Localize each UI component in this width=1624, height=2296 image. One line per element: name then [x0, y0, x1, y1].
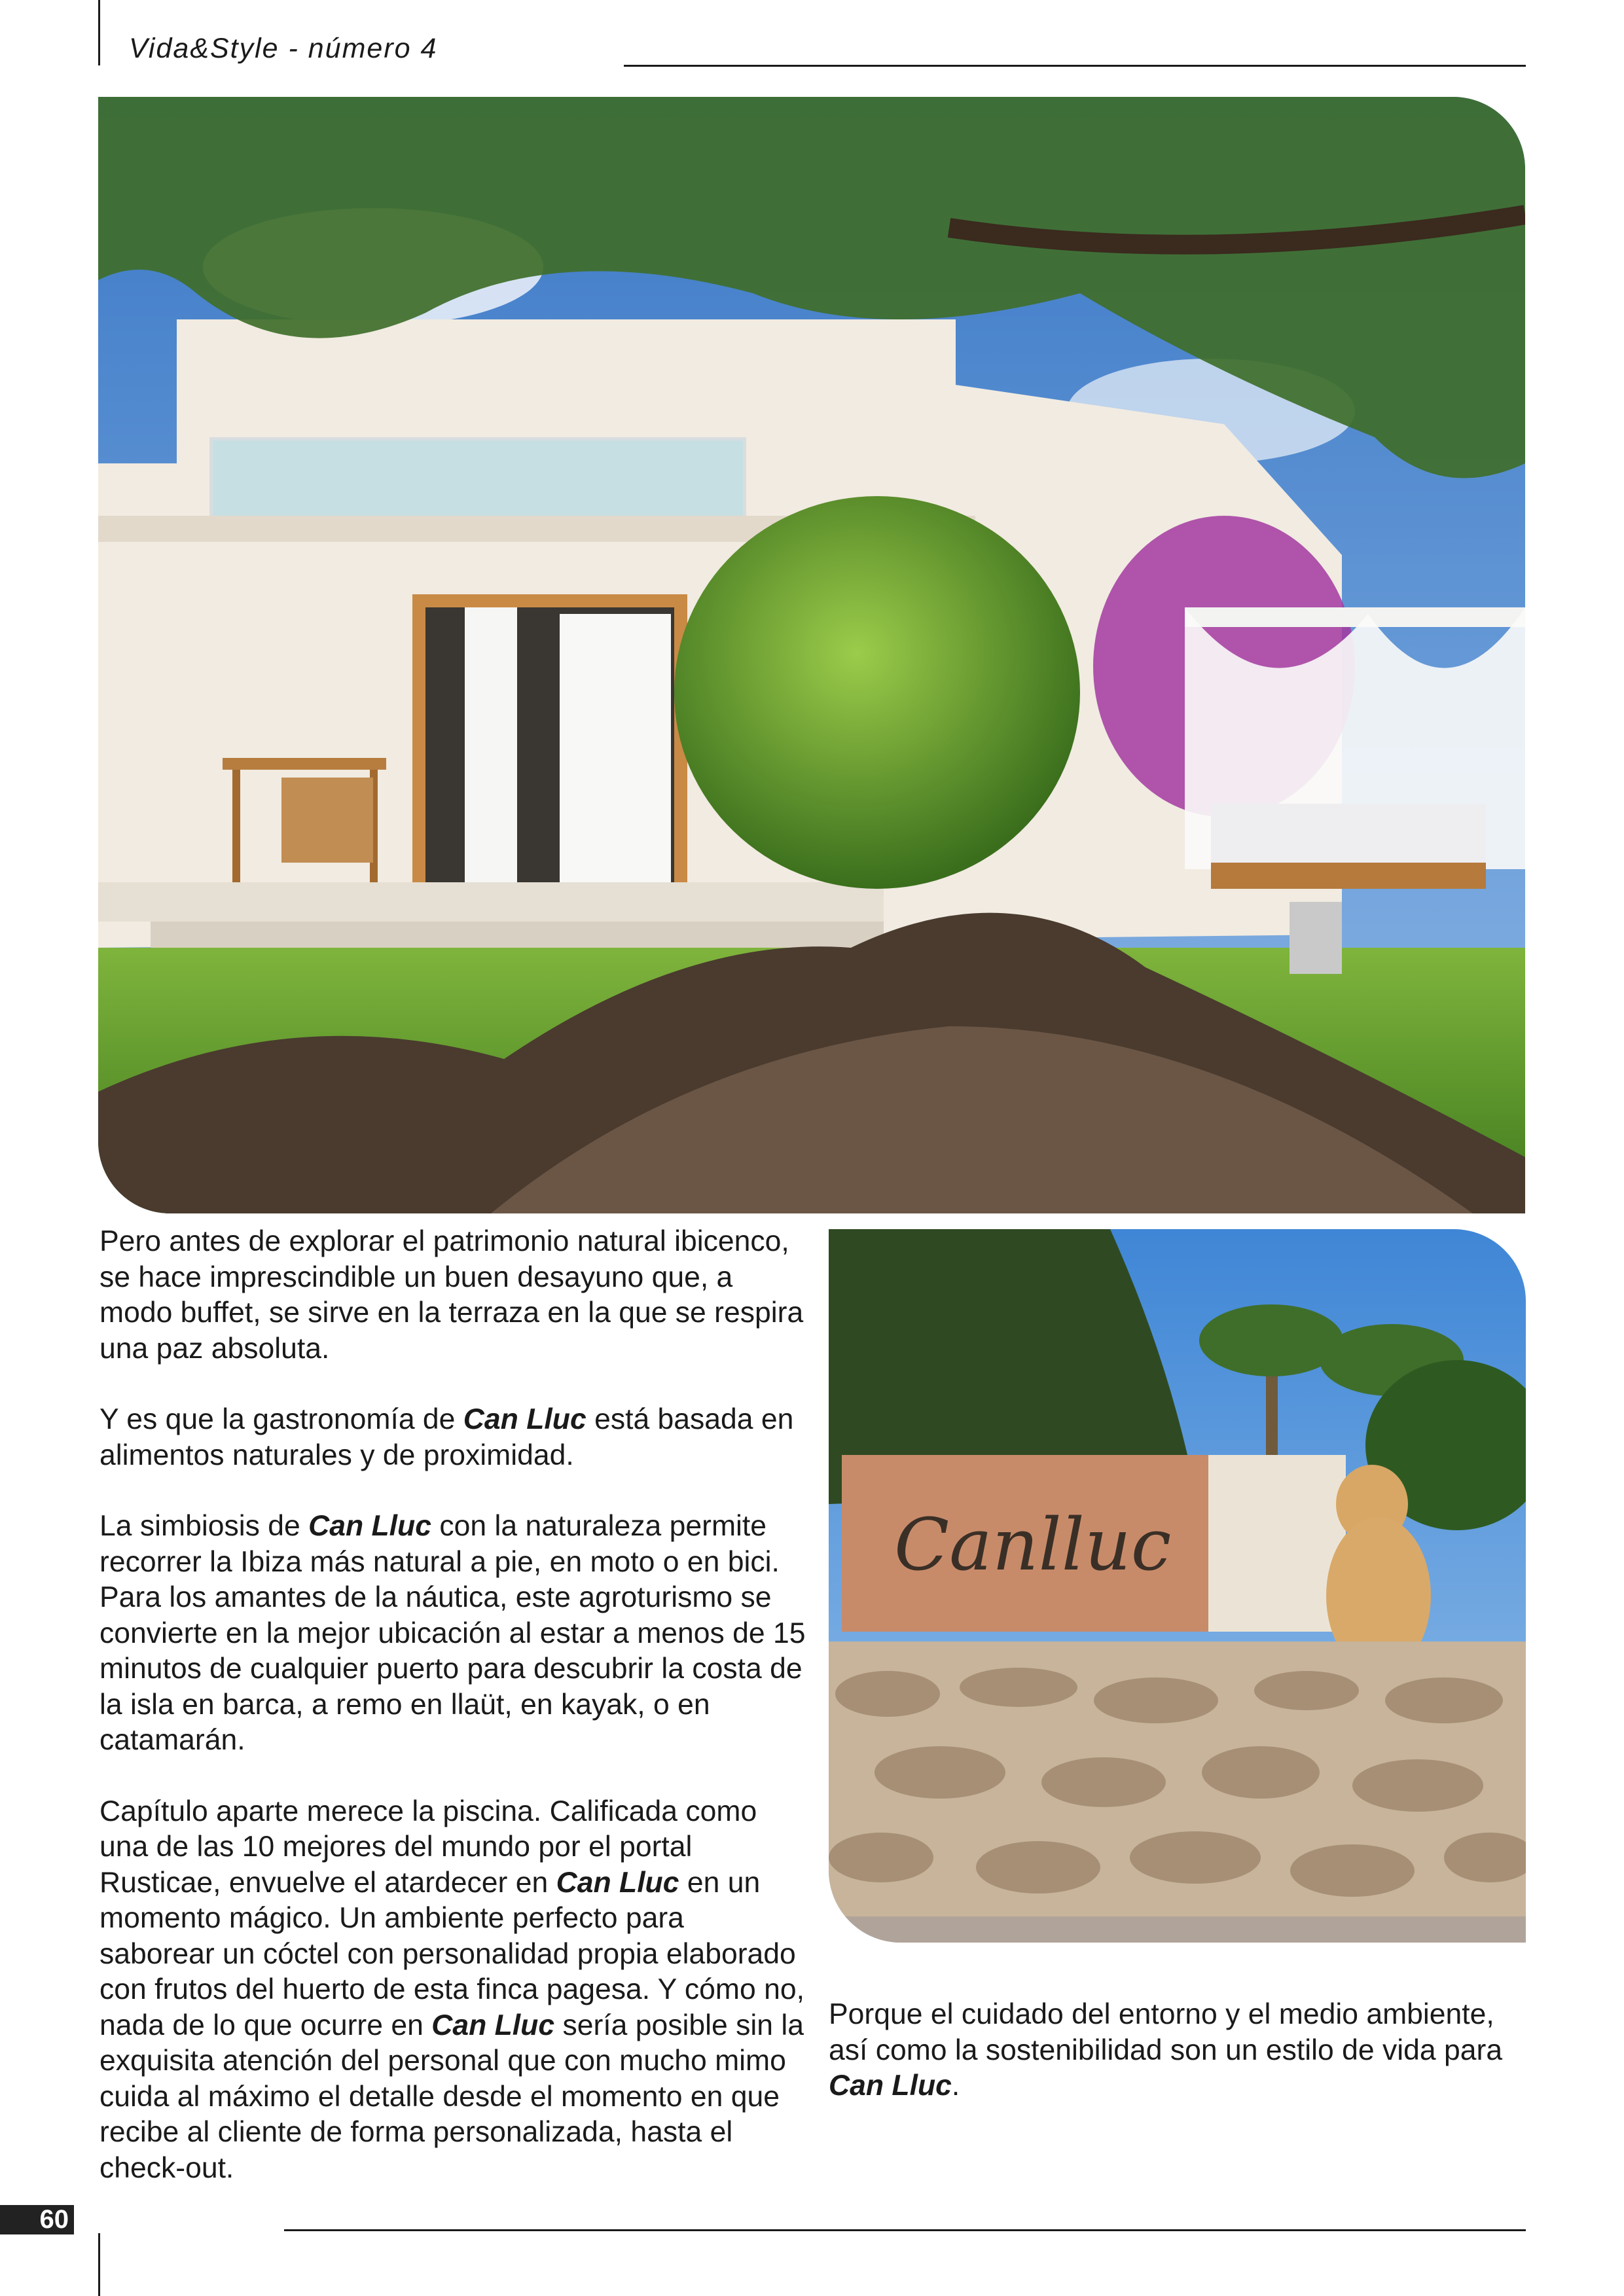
paragraph-nature: [99, 1509, 806, 1759]
sign-lettering: Canlluc: [894, 1503, 1172, 1587]
magazine-header-title: Vida&Style - número 4: [129, 33, 438, 64]
hero-photo: [98, 97, 1525, 1213]
left-article-column: [99, 1224, 806, 2221]
brand-name: Can Lluc: [829, 2070, 952, 2102]
header-horizontal-rule: [624, 65, 1526, 67]
text-fragment: .: [951, 2070, 960, 2102]
footer-vertical-rule: [98, 2233, 100, 2296]
brand-name: Can Lluc: [463, 1403, 586, 1435]
text-fragment: está basada en alimentos naturales y de proximidad.: [99, 1403, 794, 1471]
paragraph-sustainability: [829, 1997, 1529, 2104]
paragraph-pool: [99, 1794, 806, 2187]
text-fragment: La simbiosis de: [99, 1510, 309, 1542]
header-vertical-rule: [98, 0, 100, 65]
text-fragment: en un momento mágico. Un ambiente perfecto para saborear un cóctel con personalidad propia elaborado con frutos del huerto de esta finca pagesa. Y cómo no, nada de lo que ocurre en: [99, 1866, 804, 2041]
paragraph-breakfast: [99, 1224, 806, 1367]
text-fragment: Porque el cuidado del entorno y el medio ambiente, así como la sostenibilidad son un estilo de vida para: [829, 1998, 1503, 2066]
brand-name: Can Lluc: [556, 1866, 679, 1899]
page-number-badge: 60: [0, 2205, 74, 2234]
text-fragment: sería posible sin la exquisita atención del personal que con mucho mimo cuida al máximo el detalle desde el momento en que recibe al cliente de forma personalizada, hasta el check-out.: [99, 2009, 804, 2184]
paragraph-breakfast-text: Pero antes de explorar el patrimonio natural ibicenco, se hace imprescindible un buen desayuno que, a modo buffet, se sirve en la terraza en la que se respira una paz absoluta.: [99, 1225, 804, 1365]
text-fragment: Capítulo aparte merece la piscina. Calificada como una de las 10 mejores del mundo por el portal Rusticae, envuelve el atardecer en: [99, 1795, 757, 1899]
right-caption: [829, 1997, 1529, 2104]
paragraph-gastronomy: [99, 1402, 806, 1473]
text-fragment: Y es que la gastronomía de: [99, 1403, 463, 1435]
text-fragment: con la naturaleza permite recorrer la Ibiza más natural a pie, en moto o en bici. Para los amantes de la náutica, este agroturismo se convierte en la mejor ubicación al estar a menos de 15 minutos de cualquier puerto para descubrir la costa de la isla en barca, a remo en llaüt, en kayak, o en catamarán.: [99, 1510, 806, 1756]
brand-name: Can Lluc: [431, 2009, 555, 2041]
sign-with-dog-photo: [829, 1229, 1526, 1943]
footer-horizontal-rule: [284, 2229, 1526, 2231]
brand-name: Can Lluc: [308, 1510, 431, 1542]
